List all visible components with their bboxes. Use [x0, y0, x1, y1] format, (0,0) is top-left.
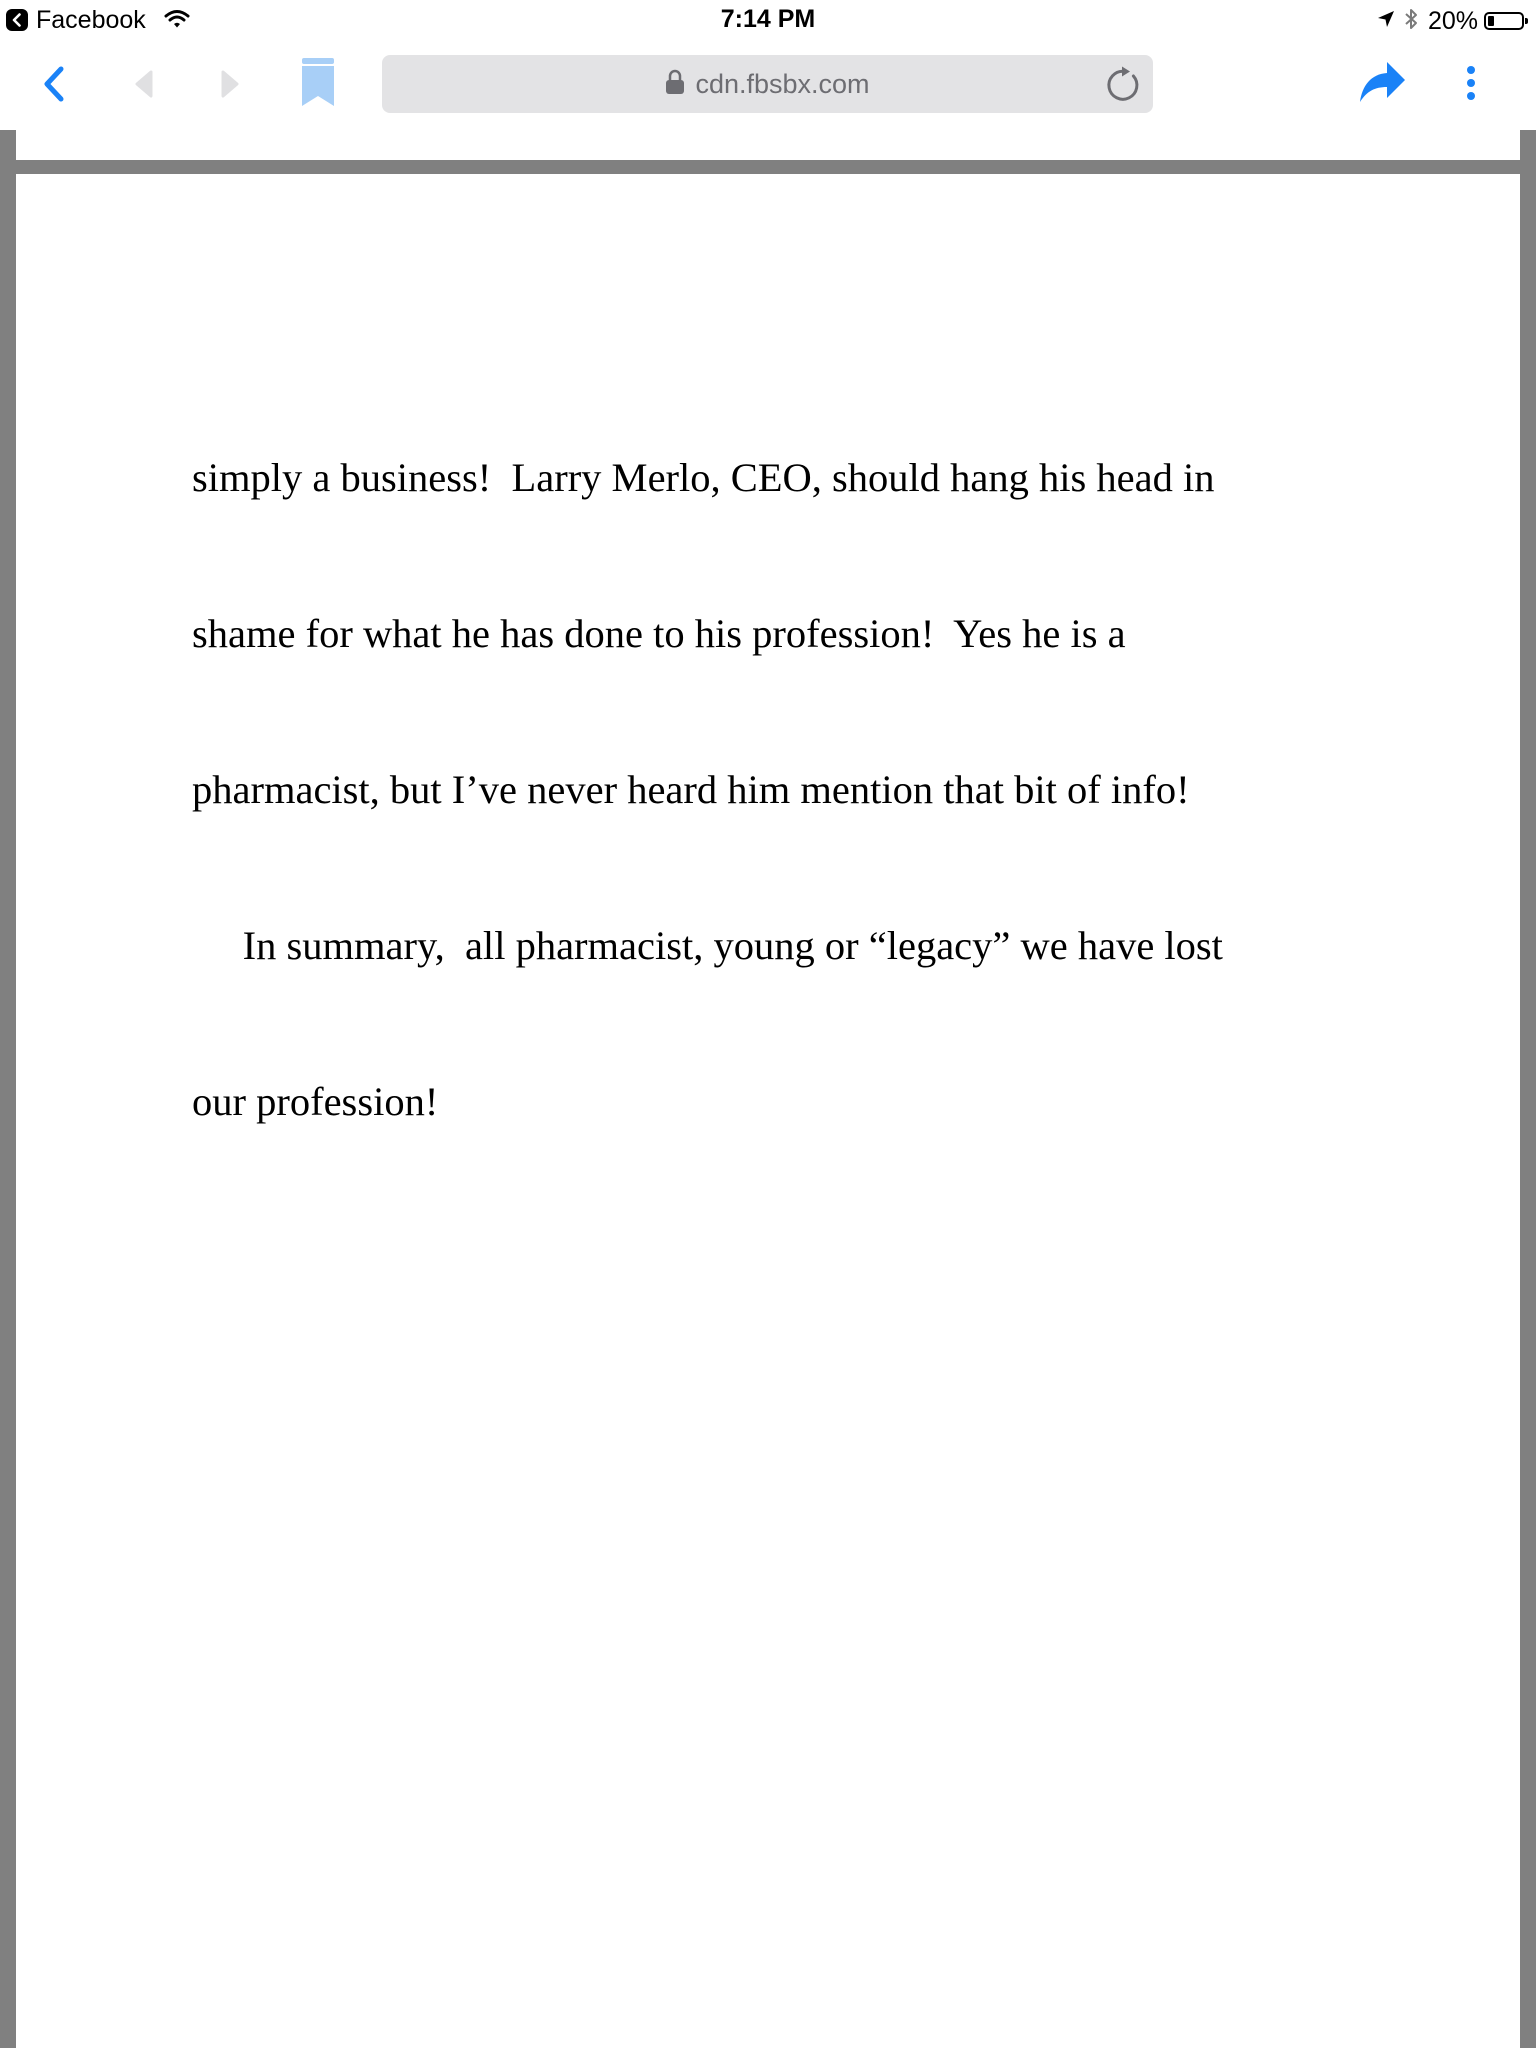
share-button[interactable]	[1354, 56, 1410, 112]
lock-icon	[665, 69, 685, 100]
url-text: cdn.fbsbx.com	[695, 68, 870, 99]
share-arrow-icon	[1357, 60, 1407, 109]
more-menu-button[interactable]	[1456, 62, 1486, 108]
battery-level-fill	[1488, 16, 1494, 26]
more-vertical-icon	[1466, 65, 1476, 106]
bookmark-button[interactable]	[296, 56, 340, 112]
status-indicators	[1376, 5, 1524, 37]
battery-percent: 20%	[1427, 6, 1478, 35]
pdf-viewer[interactable]	[0, 130, 1536, 2048]
battery-cap	[1525, 18, 1528, 24]
reload-button[interactable]	[1103, 65, 1143, 105]
back-button[interactable]	[34, 62, 74, 106]
bluetooth-icon	[1404, 7, 1418, 36]
page-back-button[interactable]	[124, 66, 164, 102]
browser-toolbar	[0, 42, 1536, 130]
address-bar[interactable]	[382, 55, 1153, 113]
status-bar	[0, 0, 1536, 42]
back-to-app-label: Facebook	[36, 5, 146, 34]
text-line: shame for what he has done to his profession! Yes he is a	[192, 611, 1126, 656]
location-arrow-icon	[1376, 9, 1396, 34]
page-forward-button[interactable]	[210, 66, 250, 102]
text-line: In summary, all pharmacist, young or “legacy” we have lost	[192, 923, 1223, 968]
status-time: 7:14 PM	[720, 5, 816, 33]
document-text	[192, 348, 1392, 1232]
previous-page-edge	[16, 130, 1520, 160]
text-line: simply a business! Larry Merlo, CEO, should hang his head in	[192, 455, 1215, 500]
text-line: pharmacist, but I’ve never heard him mention that bit of info!	[192, 767, 1190, 812]
document-page	[16, 174, 1520, 2054]
battery-icon	[1484, 12, 1524, 30]
bookmark-icon	[300, 56, 336, 113]
text-line: our profession!	[192, 1079, 439, 1124]
